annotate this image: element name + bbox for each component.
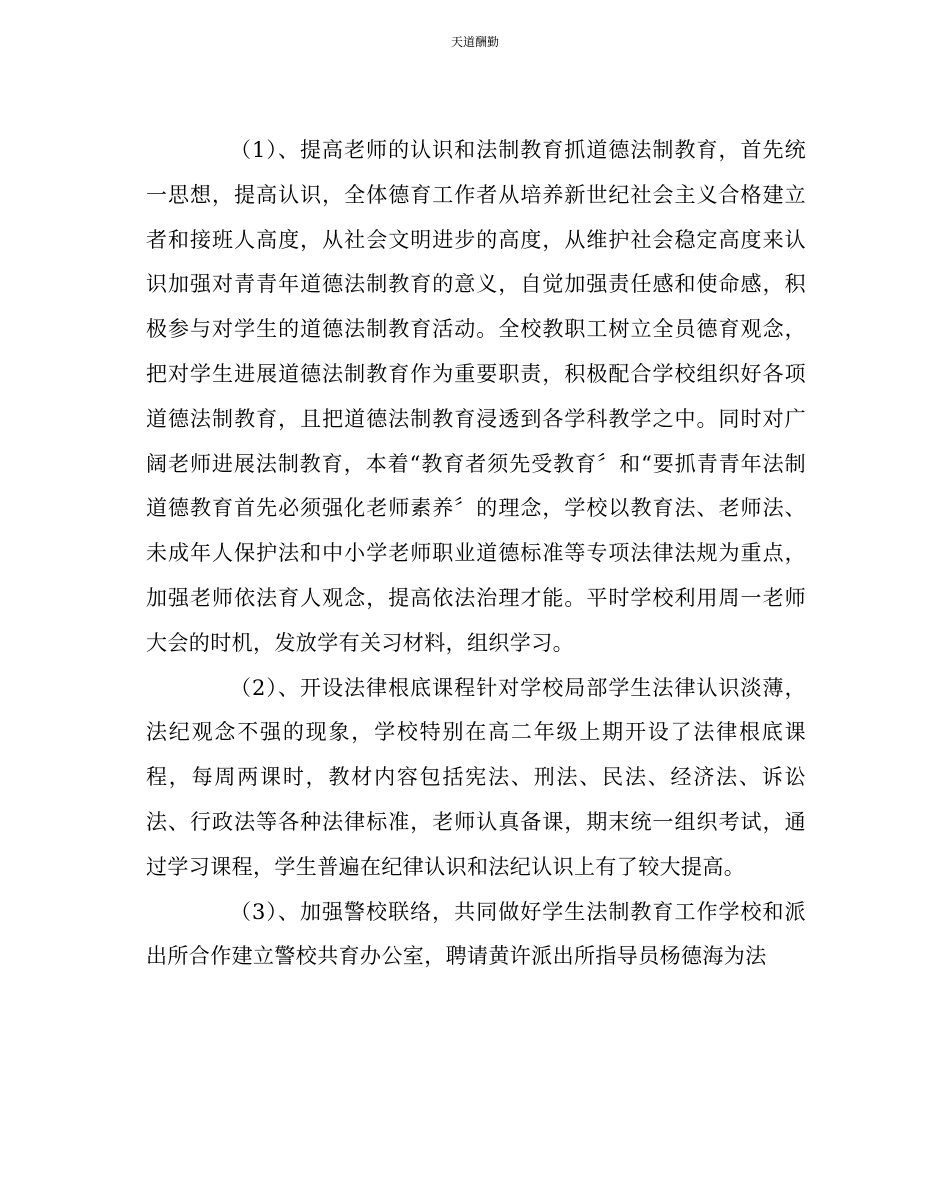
page-header: 天道酬勤	[450, 35, 499, 49]
document-body	[146, 128, 806, 979]
paragraph-3: （3）、加强警校联络，共同做好学生法制教育工作学校和派出所合作建立警校共育办公室，聘请黄许派出所指导员杨德海为法	[146, 899, 806, 969]
paragraph-1: （1）、提高老师的认识和法制教育抓道德法制教育，首先统一思想，提高认识，全体德育工作者从培养新世纪社会主义合格建立者和接班人高度，从社会文明进步的高度，从维护社会稳定高度来认识加强对青青年道德法制教育的意义，自觉加强责任感和使命感，积极参与对学生的道德法制教育活动。全校教职工树立全员德育观念，把对学生进展道德法制教育作为重要职责，积极配合学校组织好各项道德法制教育，且把道德法制教育浸透到各学科教学之中。同时对广阔老师进展法制教育，本着“教育者须先受教育〞和“要抓青青年法制道德教育首先必须强化老师素养〞的理念，学校以教育法、老师法、未成年人保护法和中小学老师职业道德标准等专项法律法规为重点，加强老师依法育人观念，提高依法治理才能。平时学校利用周一老师大会的时机，发放学有关习材料，组织学习。	[146, 138, 806, 655]
paragraph-2: （2）、开设法律根底课程针对学校局部学生法律认识淡薄，法纪观念不强的现象，学校特别在高二年级上期开设了法律根底课程，每周两课时，教材内容包括宪法、刑法、民法、经济法、诉讼法、行政法等各种法律标准，老师认真备课，期末统一组织考试，通过学习课程，学生普遍在纪律认识和法纪认识上有了较大提高。	[146, 675, 806, 879]
